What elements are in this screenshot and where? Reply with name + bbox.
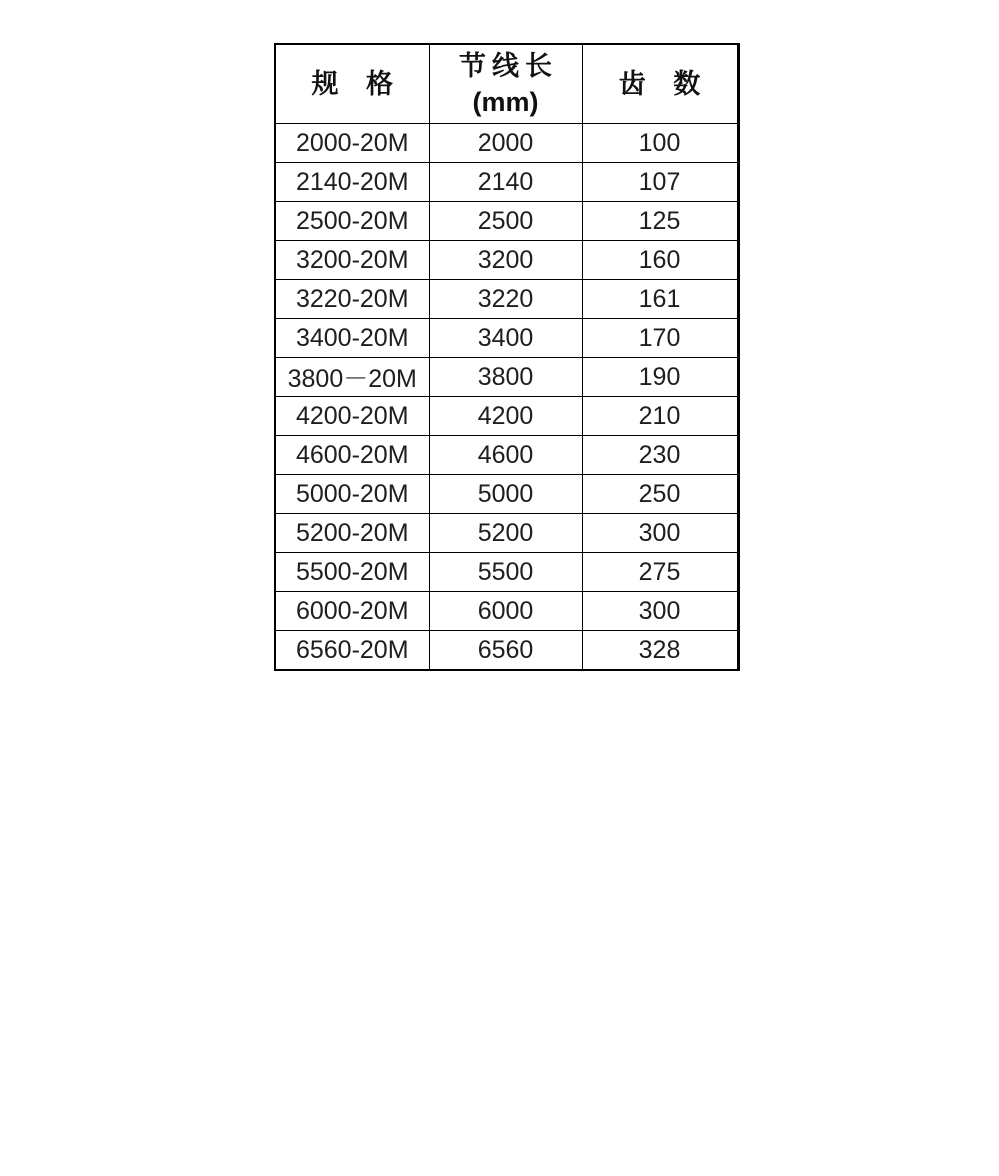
cell-spec: 5000-20M — [275, 475, 429, 514]
table-row — [275, 553, 738, 592]
cell-spec: 5200-20M — [275, 514, 429, 553]
cell-spec: 2000-20M — [275, 124, 429, 163]
cell-teeth: 107 — [582, 163, 738, 202]
cell-spec: 4200-20M — [275, 397, 429, 436]
header-teeth: 齿 数 — [582, 44, 738, 124]
table-row — [275, 397, 738, 436]
table-row — [275, 241, 738, 280]
table-row — [275, 631, 738, 671]
cell-spec: 3200-20M — [275, 241, 429, 280]
cell-pitch-length: 4600 — [429, 436, 582, 475]
header-spec: 规 格 — [275, 44, 429, 124]
cell-teeth: 230 — [582, 436, 738, 475]
cell-pitch-length: 6000 — [429, 592, 582, 631]
belt-spec-table — [274, 43, 740, 671]
cell-spec: 6560-20M — [275, 631, 429, 671]
cell-teeth: 170 — [582, 319, 738, 358]
cell-pitch-length: 5500 — [429, 553, 582, 592]
cell-teeth: 300 — [582, 592, 738, 631]
cell-spec: 2500-20M — [275, 202, 429, 241]
cell-pitch-length: 3800 — [429, 358, 582, 397]
cell-spec: 3400-20M — [275, 319, 429, 358]
cell-pitch-length: 2500 — [429, 202, 582, 241]
cell-teeth: 328 — [582, 631, 738, 671]
cell-teeth: 300 — [582, 514, 738, 553]
cell-spec: 5500-20M — [275, 553, 429, 592]
cell-spec: 4600-20M — [275, 436, 429, 475]
cell-pitch-length: 3400 — [429, 319, 582, 358]
table-body — [275, 124, 738, 671]
cell-spec: 2140-20M — [275, 163, 429, 202]
table-row — [275, 202, 738, 241]
cell-pitch-length: 3200 — [429, 241, 582, 280]
cell-spec: 3800－20M — [275, 358, 429, 397]
cell-teeth: 100 — [582, 124, 738, 163]
cell-spec: 6000-20M — [275, 592, 429, 631]
cell-teeth: 160 — [582, 241, 738, 280]
cell-teeth: 161 — [582, 280, 738, 319]
header-pitch-length — [429, 44, 582, 124]
cell-pitch-length: 4200 — [429, 397, 582, 436]
header-pitch-length-unit: (mm) — [472, 87, 539, 117]
cell-teeth: 210 — [582, 397, 738, 436]
table-row — [275, 163, 738, 202]
table-row — [275, 280, 738, 319]
table-row — [275, 592, 738, 631]
cell-pitch-length: 3220 — [429, 280, 582, 319]
cell-pitch-length: 2000 — [429, 124, 582, 163]
cell-pitch-length: 2140 — [429, 163, 582, 202]
table-row — [275, 514, 738, 553]
cell-teeth: 250 — [582, 475, 738, 514]
cell-teeth: 125 — [582, 202, 738, 241]
cell-pitch-length: 6560 — [429, 631, 582, 671]
cell-pitch-length: 5000 — [429, 475, 582, 514]
table-row — [275, 475, 738, 514]
table-row — [275, 124, 738, 163]
cell-spec: 3220-20M — [275, 280, 429, 319]
table-row — [275, 358, 738, 397]
cell-pitch-length: 5200 — [429, 514, 582, 553]
cell-teeth: 275 — [582, 553, 738, 592]
header-pitch-length-label: 节线长 — [459, 51, 558, 81]
table-row — [275, 436, 738, 475]
table-row — [275, 319, 738, 358]
header-row — [275, 44, 738, 124]
cell-teeth: 190 — [582, 358, 738, 397]
